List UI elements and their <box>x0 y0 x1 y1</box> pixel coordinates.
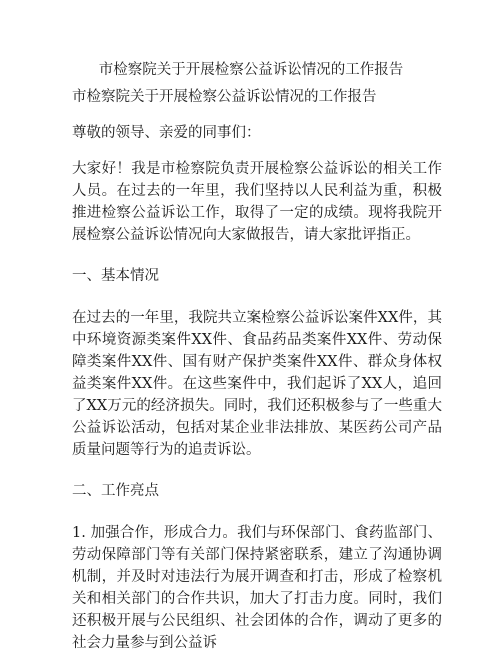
section-heading-basic: 一、基本情况 <box>72 268 159 284</box>
greeting-line: 尊敬的领导、亲爱的同事们： <box>72 125 261 141</box>
document-subtitle: 市检察院关于开展检察公益诉讼情况的工作报告 <box>72 89 377 105</box>
document-title: 市检察院关于开展检察公益诉讼情况的工作报告 <box>98 62 404 78</box>
section-heading-highlights: 二、工作亮点 <box>72 483 159 499</box>
document-body <box>72 86 442 654</box>
basic-situation-paragraph: 在过去的一年里，我院共立案检察公益诉讼案件XX件，其中环境资源类案件XX件、食品药品类案件XX件、劳动保障类案件XX件、国有财产保护类案件XX件、群众身体权益类案件XX件。在这些案件中，我们起诉了XX人，追回了XX万元的经济损失。同时，我们还积极参与了一些重大公益诉讼活动，包括对某企业非法排放、某医药公司产品质量问题等行为的追责诉讼。 <box>72 310 442 458</box>
highlight-point-1: 1. 加强合作，形成合力。我们与环保部门、食药监部门、劳动保障部门等有关部门保持紧密联系，建立了沟通协调机制，并及时对违法行为展开调查和打击，形成了检察机关和相关部门的合作共识，加大了打击力度。同时，我们还积极开展与公民组织、社会团体的合作，调动了更多的社会力量参与到公益诉 <box>72 525 442 651</box>
intro-paragraph: 大家好！我是市检察院负责开展检察公益诉讼的相关工作人员。在过去的一年里，我们坚持以人民利益为重，积极推进检察公益诉讼工作，取得了一定的成绩。现将我院开展检察公益诉讼情况向大家做报告，请大家批评指正。 <box>72 161 442 243</box>
